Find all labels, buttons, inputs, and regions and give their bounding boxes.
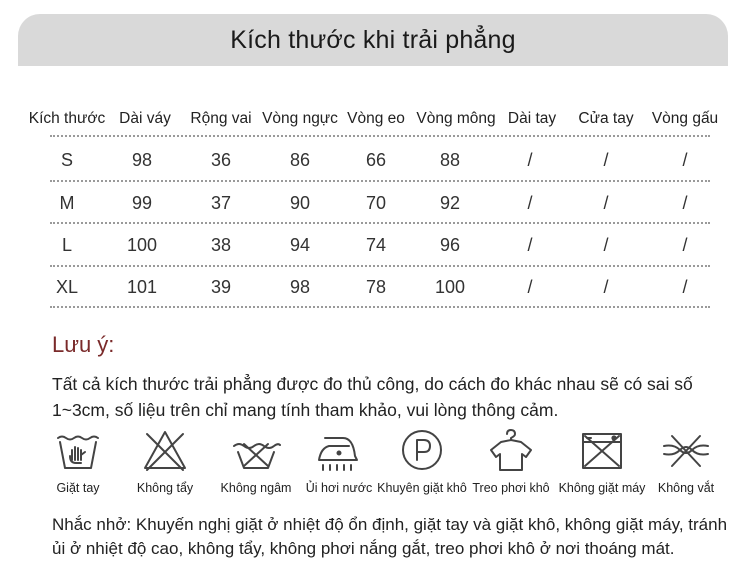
no-soak-icon xyxy=(216,426,296,474)
no-wring-icon xyxy=(646,426,726,474)
table-cell: S xyxy=(60,150,74,170)
row-separator xyxy=(50,265,710,267)
table-cell: / xyxy=(527,193,533,213)
table-cell: 94 xyxy=(289,235,311,255)
page-title: Kích thước khi trải phẳng xyxy=(230,25,516,54)
icon-label: Khuyên giặt khô xyxy=(377,481,467,495)
icon-label: Giặt tay xyxy=(56,481,100,495)
table-cell: / xyxy=(682,235,688,255)
header-hip: Vòng mông xyxy=(416,110,496,127)
table-cell: 74 xyxy=(365,235,387,255)
reminder-text: Nhắc nhở: Khuyến nghị giặt ở nhiệt độ ổn định, giặt tay và giặt khô, không giặt máy, tránh ủi ở nhiệt độ cao, không tẩy, không phơi nắng gắt, treo phơi khô ở nơi thoáng mát. xyxy=(52,515,728,558)
table-cell: 36 xyxy=(210,150,232,170)
table-cell: 100 xyxy=(434,277,466,297)
icon-label: Không ngâm xyxy=(220,481,292,495)
table-cell: XL xyxy=(55,277,79,297)
title-bar xyxy=(18,14,728,66)
hand-wash-icon xyxy=(38,426,118,474)
table-cell: 66 xyxy=(365,150,387,170)
table-cell: / xyxy=(682,193,688,213)
table-cell: 101 xyxy=(126,277,158,297)
table-cell: 88 xyxy=(439,150,461,170)
header-bust: Vòng ngực xyxy=(262,110,338,127)
table-cell: 70 xyxy=(365,193,387,213)
header-hem: Vòng gấu xyxy=(651,110,719,127)
table-cell: / xyxy=(527,277,533,297)
header-size: Kích thước xyxy=(28,110,106,127)
table-cell: / xyxy=(527,150,533,170)
header-dress-length: Dài váy xyxy=(119,110,171,127)
row-separator xyxy=(50,135,710,137)
no-bleach-icon xyxy=(125,426,205,474)
table-cell: / xyxy=(603,150,609,170)
icon-label: Treo phơi khô xyxy=(472,481,550,495)
hang-dry-icon xyxy=(471,426,551,474)
table-cell: 92 xyxy=(439,193,461,213)
note-title: Lưu ý: xyxy=(52,332,115,357)
table-cell: 100 xyxy=(126,235,158,255)
header-cuff: Cửa tay xyxy=(578,110,634,127)
steam-iron-icon xyxy=(299,426,379,474)
table-cell: L xyxy=(61,235,73,255)
table-cell: 96 xyxy=(439,235,461,255)
row-separator xyxy=(50,180,710,182)
row-separator xyxy=(50,222,710,224)
icon-label: Không giặt máy xyxy=(558,481,646,495)
icon-label: Ủi hơi nước xyxy=(305,481,373,495)
table-cell: 39 xyxy=(210,277,232,297)
header-waist: Vòng eo xyxy=(347,110,405,127)
table-cell: / xyxy=(603,277,609,297)
header-sleeve-length: Dài tay xyxy=(507,110,557,127)
table-cell: 86 xyxy=(289,150,311,170)
table-cell: M xyxy=(59,193,75,213)
dry-clean-icon xyxy=(382,426,462,474)
table-cell: / xyxy=(603,235,609,255)
table-cell: 78 xyxy=(365,277,387,297)
note-text: Tất cả kích thước trải phẳng được đo thủ công, do cách đo khác nhau sẽ có sai số 1~3cm, số liệu trên chỉ mang tính tham khảo, vui lòng thông cảm. xyxy=(52,374,693,420)
table-cell: 98 xyxy=(131,150,153,170)
table-cell: / xyxy=(527,235,533,255)
table-cell: / xyxy=(682,150,688,170)
table-cell: 38 xyxy=(210,235,232,255)
icon-label: Không vắt xyxy=(657,481,715,495)
table-cell: / xyxy=(603,193,609,213)
table-cell: 90 xyxy=(289,193,311,213)
table-cell: 37 xyxy=(210,193,232,213)
header-shoulder: Rộng vai xyxy=(190,110,252,127)
icon-label: Không tẩy xyxy=(136,481,194,495)
no-machine-wash-icon xyxy=(562,426,642,474)
table-cell: 98 xyxy=(289,277,311,297)
row-separator xyxy=(50,306,710,308)
table-cell: 99 xyxy=(131,193,153,213)
table-cell: / xyxy=(682,277,688,297)
